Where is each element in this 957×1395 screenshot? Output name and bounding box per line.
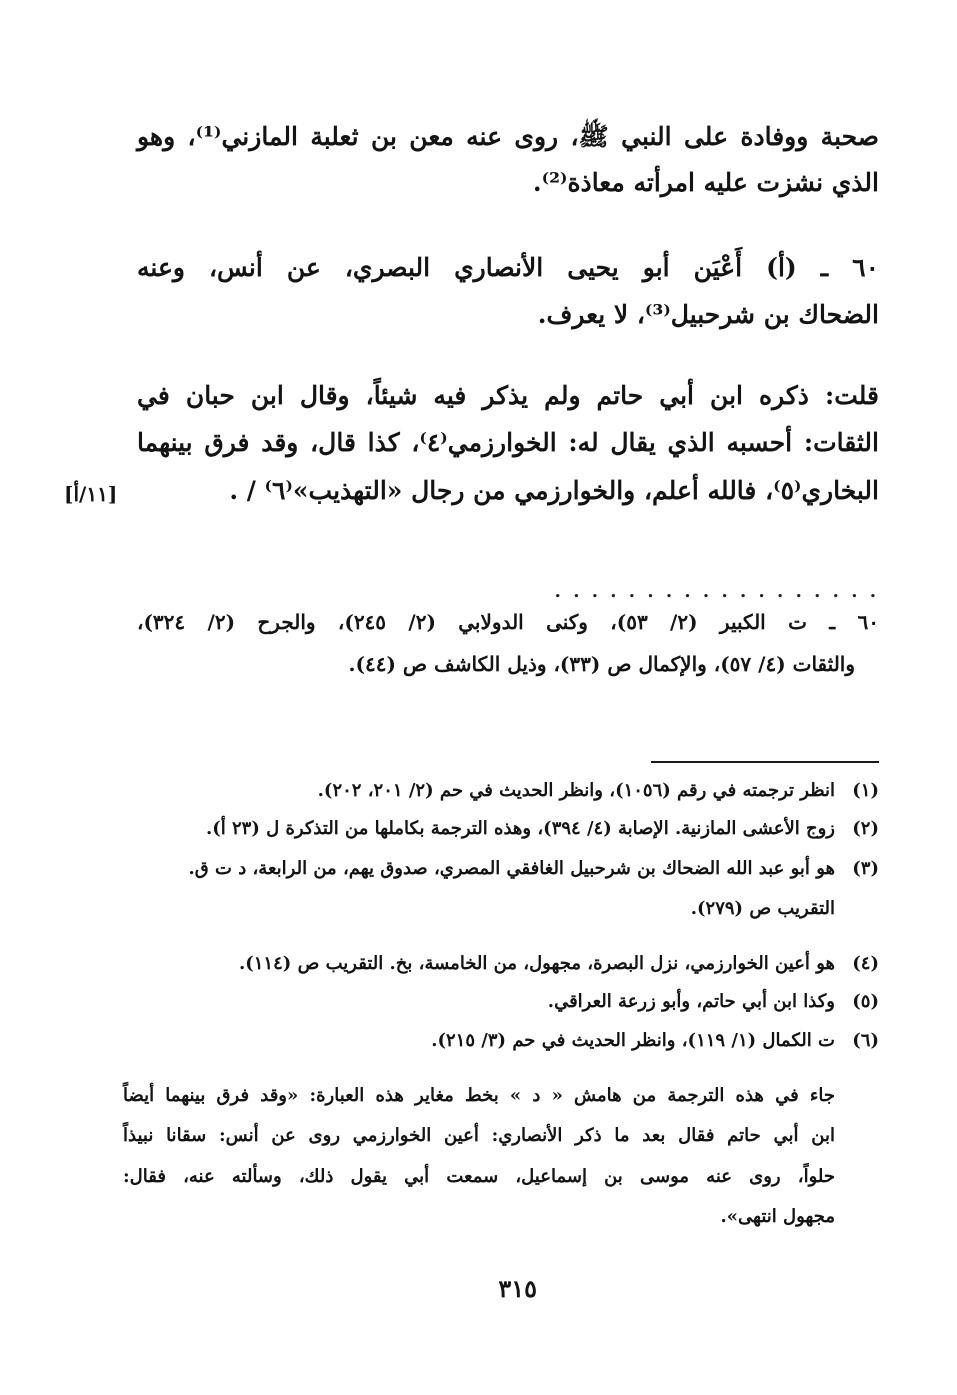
footnote-3-text-continued: التقريب ص (٢٧٩). [690, 898, 835, 919]
entry-60-line-1: ٦٠ ـ (أ) أَعْيَن أبو يحيى الأنصاري البصري، عن أنس، وعنه [137, 253, 879, 282]
footnote-2-number: (٢) [852, 818, 879, 839]
page-number: ٣١٥ [498, 1274, 537, 1303]
margin-note-line-4: مجهول انتهى». [720, 1206, 835, 1227]
marginal-folio-reference: [١١/أ] [64, 482, 118, 506]
footnote-1-number: (١) [852, 780, 879, 801]
footnote-3-number: (٣) [852, 858, 879, 879]
body-line-2: الذي نشزت عليه امرأته معاذة⁽²⁾. [532, 168, 879, 197]
footnote-4-text: هو أعين الخوارزمي، نزل البصرة، مجهول، من الخامسة، بخ. التقريب ص (١١٤). [238, 953, 835, 974]
footnote-1-text: انظر ترجمته في رقم (١٠٥٦)، وانظر الحديث في حم (٢/ ٢٠١، ٢٠٢). [317, 780, 835, 801]
footnote-3-text: هو أبو عبد الله الضحاك بن شرحبيل الغافقي المصري، صدوق يهم، من الرابعة، د ت ق. [188, 858, 835, 879]
margin-note-line-3: حلواً، روى عنه موسى بن إسماعيل، سمعت أبي يقول ذلك، وسألته عنه، فقال: [123, 1166, 835, 1187]
comment-line-2: الثقات: أحسبه الذي يقال له: الخوارزمي⁽٤⁾، كذا قال، وقد فرق بينهما [137, 428, 879, 457]
sources-line-1: ٦٠ ـ ت الكبير (٢/ ٥٣)، وكنى الدولابي (٢/ ٢٤٥)، والجرح (٢/ ٣٢٤)، [137, 610, 879, 634]
dotted-separator: . . . . . . . . . . . . . . . . . . [554, 581, 879, 602]
footnote-divider [651, 761, 879, 763]
footnote-5-number: (٥) [852, 991, 879, 1012]
footnote-5-text: وكذا ابن أبي حاتم، وأبو زرعة العراقي. [547, 991, 835, 1012]
entry-60-line-2: الضحاك بن شرحبيل⁽³⁾، لا يعرف. [537, 300, 879, 329]
footnote-2-text: زوج الأعشى المازنية. الإصابة (٤/ ٣٩٤)، وهذه الترجمة بكاملها من التذكرة ل (٢٣ أ). [205, 818, 835, 839]
margin-note-line-1: جاء في هذه الترجمة من هامش « د » بخط مغاير هذه العبارة: «وقد فرق بينهما أيضاً [123, 1085, 835, 1106]
sources-line-2: والثقات (٤/ ٥٧)، والإكمال ص (٣٣)، وذيل الكاشف ص (٤٤). [348, 652, 855, 676]
footnote-6-number: (٦) [852, 1030, 879, 1051]
body-line-1: صحبة ووفادة على النبي ﷺ، روى عنه معن بن ثعلبة المازني⁽¹⁾، وهو [137, 122, 879, 151]
margin-note-line-2: ابن أبي حاتم فقال بعد ما ذكر الأنصاري: أعين الخوارزمي روى عن أنس: سقانا نبيذاً [123, 1125, 835, 1146]
comment-line-3: البخاري⁽٥⁾، فالله أعلم، والخوارزمي من رجال «التهذيب»⁽٦⁾ / . [229, 476, 879, 505]
comment-line-1: قلت: ذكره ابن أبي حاتم ولم يذكر فيه شيئاً، وقال ابن حبان في [137, 381, 879, 410]
footnote-4-number: (٤) [852, 953, 879, 974]
footnote-6-text: ت الكمال (١/ ١١٩)، وانظر الحديث في حم (٣/ ٢١٥). [431, 1030, 835, 1051]
